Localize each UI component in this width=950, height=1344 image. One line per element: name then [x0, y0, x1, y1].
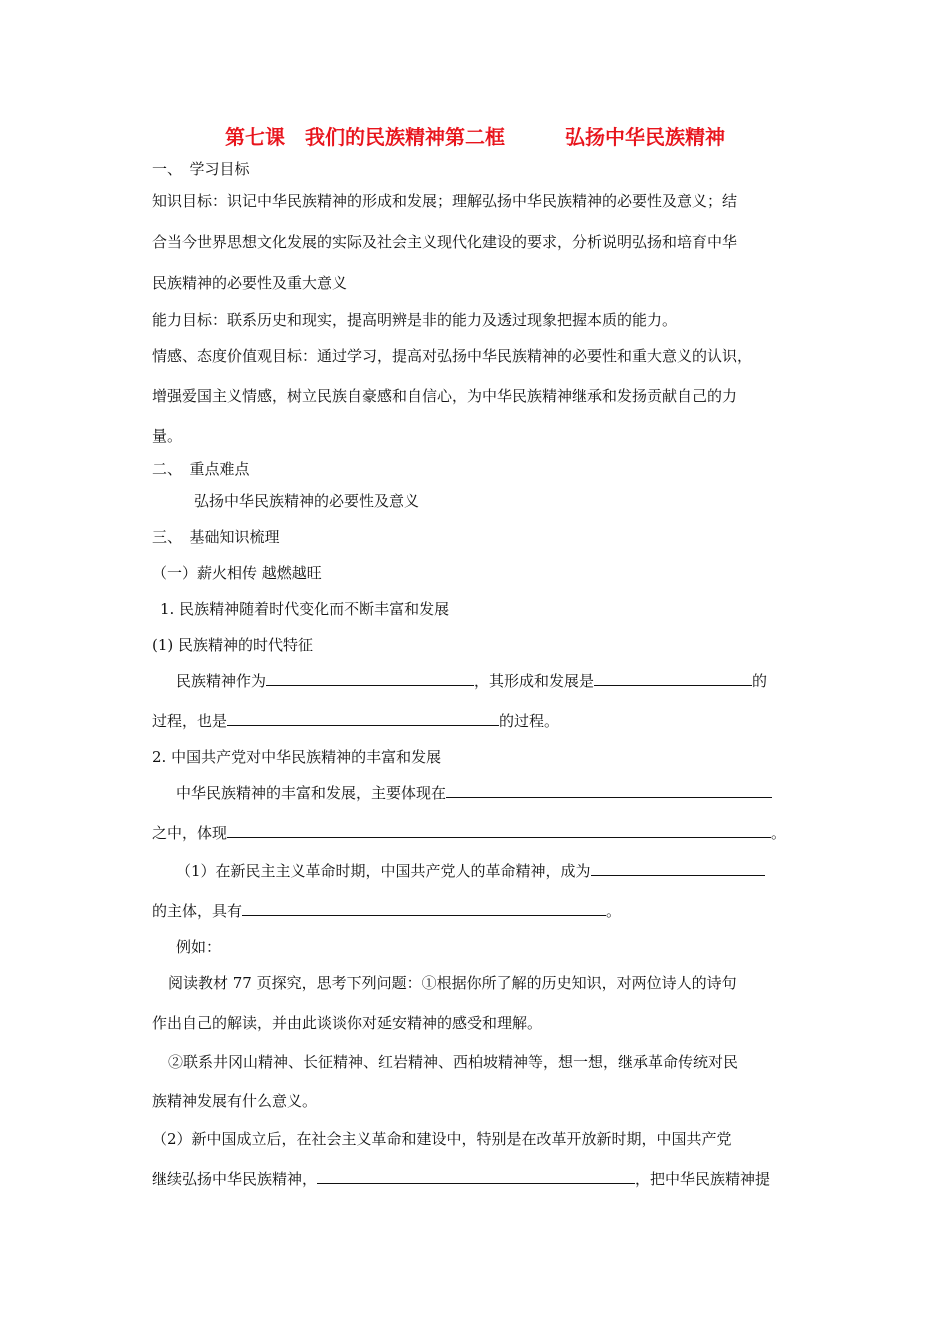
answer-blank[interactable]	[227, 710, 499, 726]
reading-question-line-3: ②联系井冈山精神、长征精神、红岩精神、西柏坡精神等，想一想，继承革命传统对民	[168, 1053, 739, 1071]
item-1-1-heading: (1) 民族精神的时代特征	[152, 636, 314, 654]
answer-blank[interactable]	[446, 782, 772, 798]
emotion-objective-line-3: 量。	[152, 427, 183, 445]
paragraph-2-line-2: 继续弘扬中华民族精神， ，把中华民族精神提	[152, 1170, 771, 1188]
key-points-content: 弘扬中华民族精神的必要性及意义	[194, 492, 420, 510]
answer-blank[interactable]	[227, 822, 771, 838]
fill-in-line-1: 民族精神作为 ，其形成和发展是 的	[176, 672, 768, 690]
example-label: 例如：	[176, 938, 222, 956]
item-2-heading: 2. 中国共产党对中华民族精神的丰富和发展	[152, 748, 442, 766]
knowledge-objective-line-2: 合当今世界思想文化发展的实际及社会主义现代化建设的要求，分析说明弘扬和培育中华	[152, 233, 738, 251]
reading-question-line-2: 作出自己的解读，并由此谈谈你对延安精神的感受和理解。	[152, 1014, 543, 1032]
answer-blank[interactable]	[242, 900, 606, 916]
lesson-title: 第七课 我们的民族精神第二框 弘扬中华民族精神	[225, 125, 725, 149]
fill-in-line-5: （1）在新民主主义革命时期，中国共产党人的革命精神，成为	[176, 860, 765, 882]
fill-in-line-4: 之中，体现 。	[152, 824, 787, 842]
reading-question-line-1: 阅读教材 77 页探究，思考下列问题：①根据你所了解的历史知识，对两位诗人的诗句	[168, 974, 737, 992]
knowledge-objective-line-1: 知识目标：识记中华民族精神的形成和发展；理解弘扬中华民族精神的必要性及意义；结	[152, 192, 738, 210]
answer-blank[interactable]	[594, 670, 752, 686]
answer-blank[interactable]	[317, 1168, 635, 1184]
emotion-objective-line-2: 增强爱国主义情感，树立民族自豪感和自信心，为中华民族精神继承和发扬贡献自己的力	[152, 387, 738, 405]
reading-question-line-4: 族精神发展有什么意义。	[152, 1092, 318, 1110]
subsection-heading-1: （一）薪火相传 越燃越旺	[152, 564, 322, 582]
fill-in-line-2: 过程，也是 的过程。	[152, 712, 560, 730]
emotion-objective-line-1: 情感、态度价值观目标：通过学习，提高对弘扬中华民族精神的必要性和重大意义的认识，	[152, 347, 753, 365]
section-heading-key-points: 二、 重点难点	[152, 460, 250, 478]
paragraph-2-line-1: （2）新中国成立后，在社会主义革命和建设中，特别是在改革开放新时期，中国共产党	[152, 1130, 732, 1148]
knowledge-objective-line-3: 民族精神的必要性及重大意义	[152, 274, 348, 292]
answer-blank[interactable]	[591, 860, 765, 876]
ability-objective: 能力目标：联系历史和现实，提高明辨是非的能力及透过现象把握本质的能力。	[152, 311, 678, 329]
section-heading-objectives: 一、 学习目标	[152, 160, 250, 178]
section-heading-basic-knowledge: 三、 基础知识梳理	[152, 528, 280, 546]
answer-blank[interactable]	[266, 670, 474, 686]
fill-in-line-3: 中华民族精神的丰富和发展，主要体现在	[176, 782, 772, 804]
item-1-heading: 1. 民族精神随着时代变化而不断丰富和发展	[160, 600, 450, 618]
fill-in-line-6: 的主体，具有 。	[152, 902, 622, 920]
